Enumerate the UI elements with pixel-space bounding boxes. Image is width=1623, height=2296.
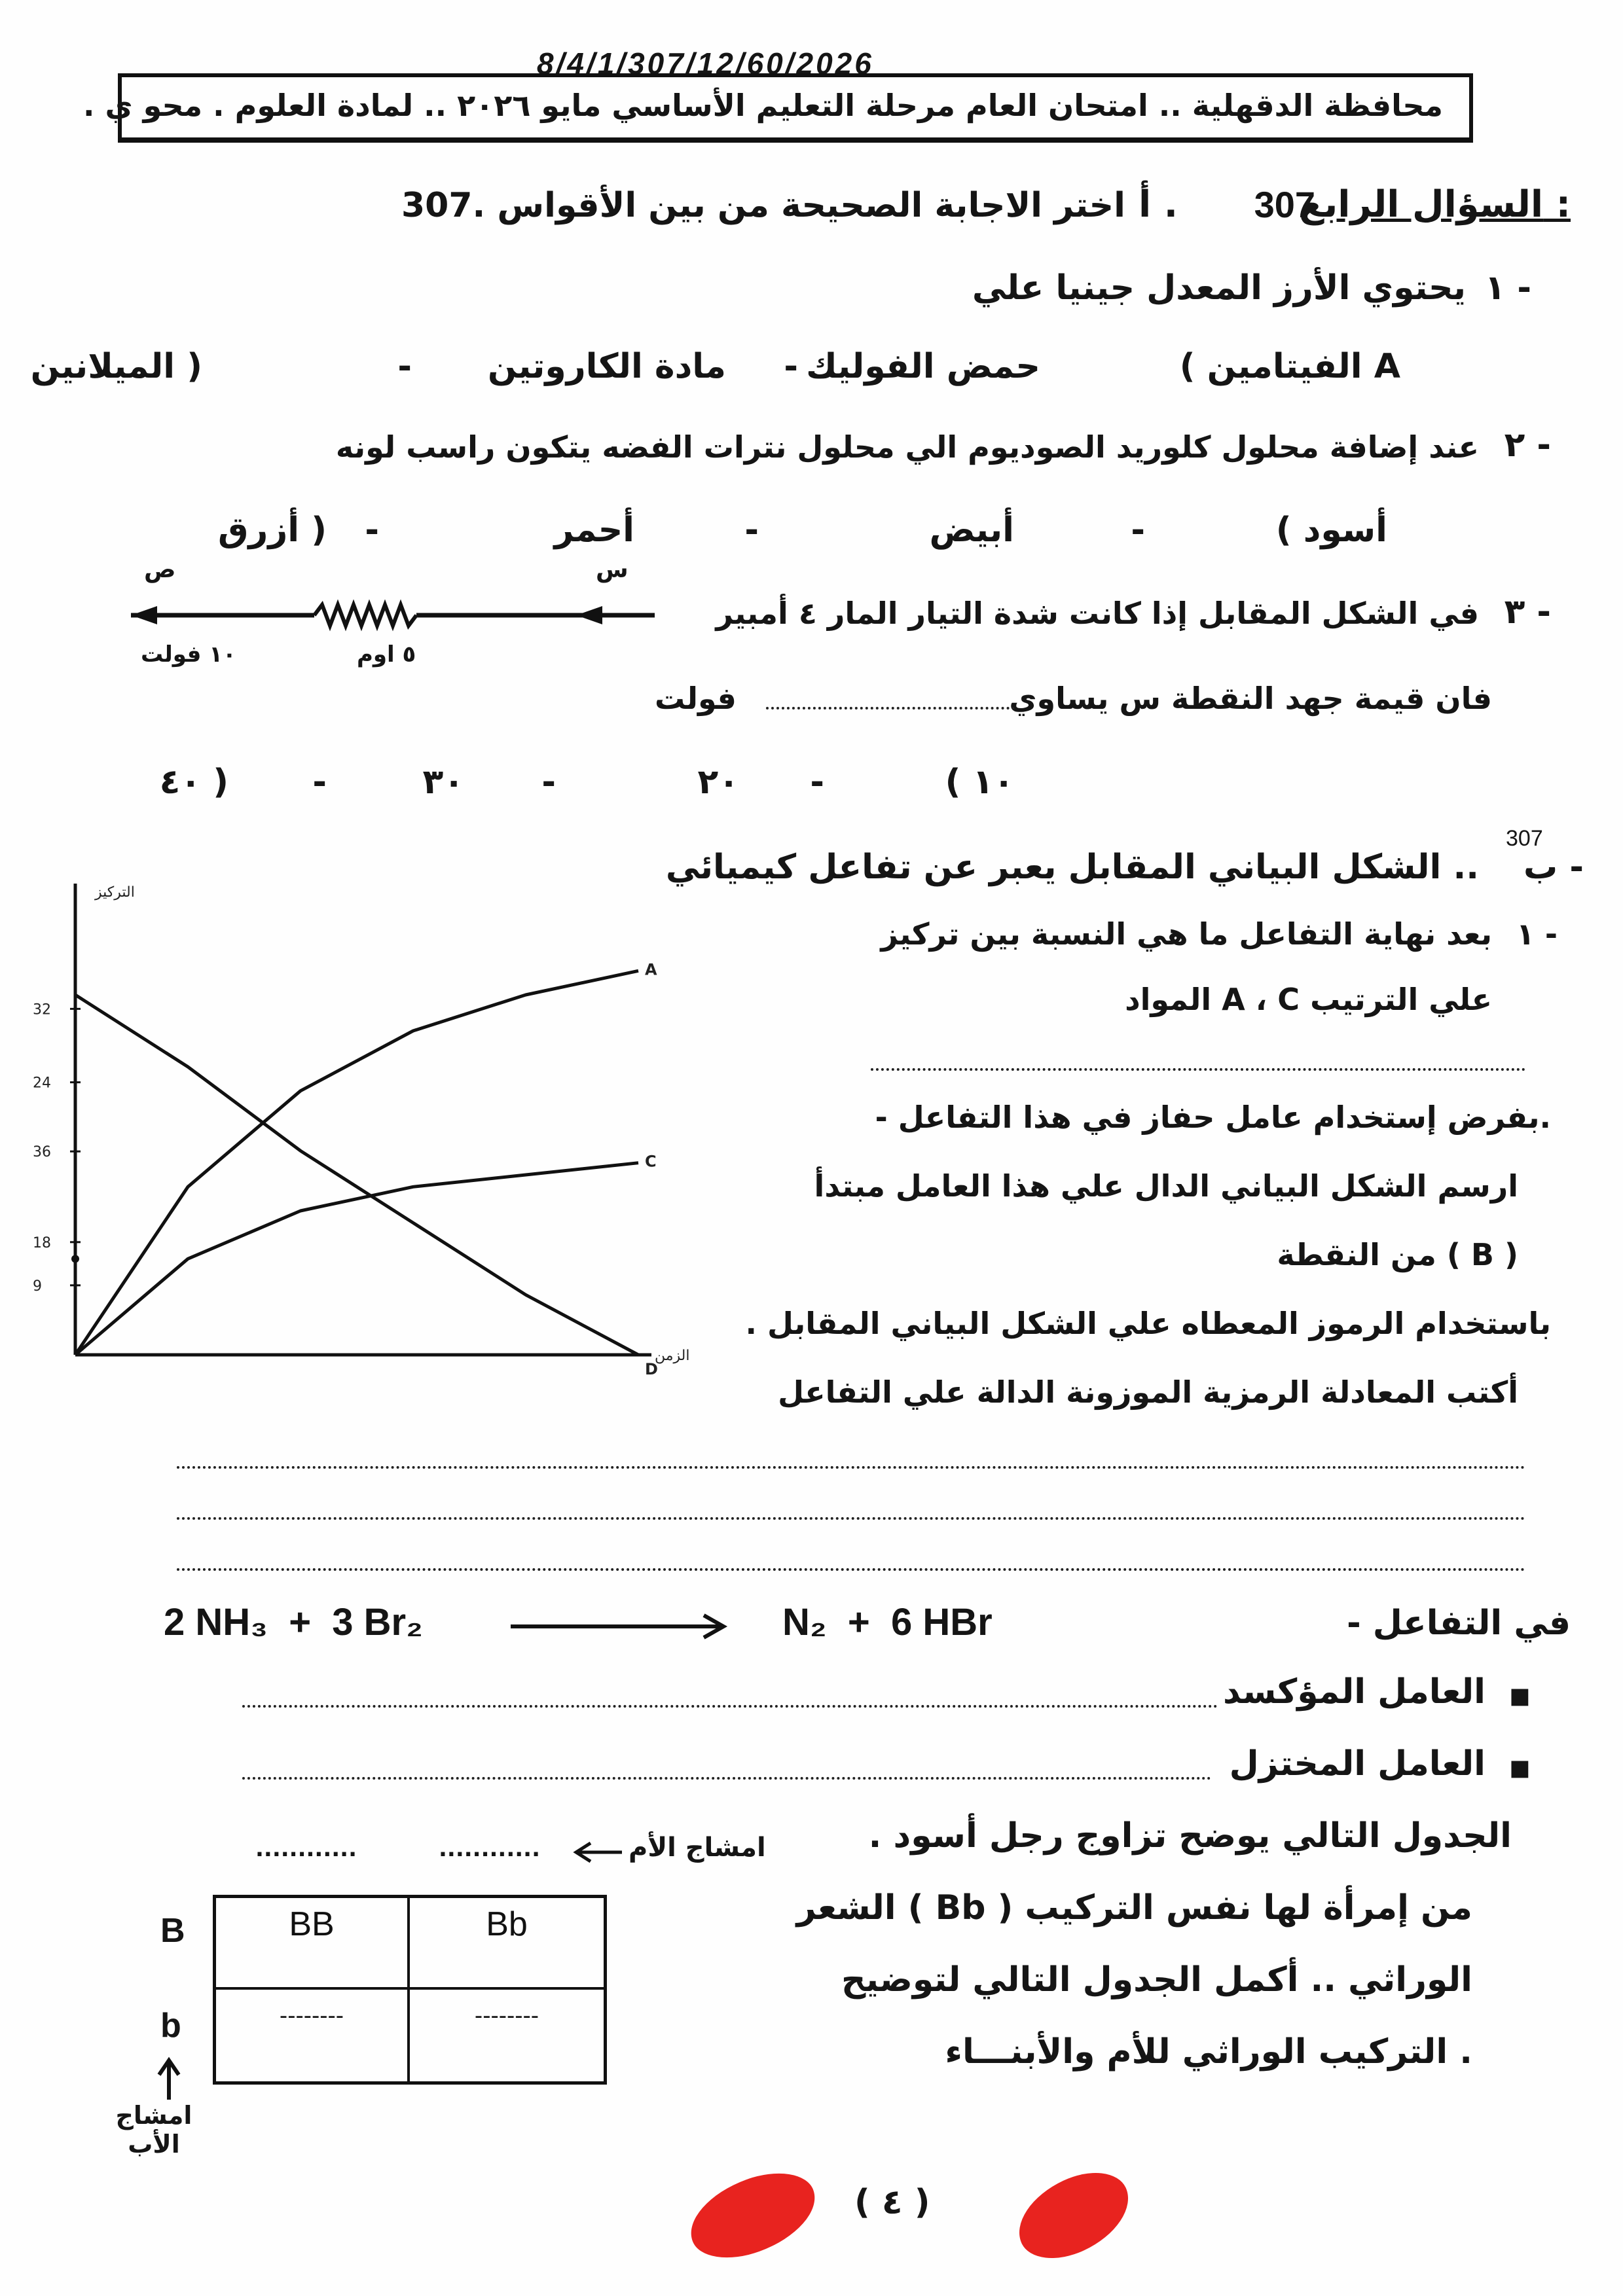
genetics-line1: . الجدول التالي يوضح تزاوج رجل أسود [868,1816,1512,1856]
arrow-current-icon [576,606,602,624]
sub1-line2: المواد A ، C علي الترتيب [1125,982,1492,1017]
item-2-option-4[interactable]: أزرق ) [217,511,327,550]
item-3-option-3[interactable]: ٣٠ [422,762,464,802]
reducing-agent-blank[interactable] [242,1777,1211,1780]
item-3-option-2[interactable]: ٢٠ [697,762,739,802]
sub2-line2: ارسم الشكل البياني الدال علي هذا العامل مبتدأ [814,1168,1518,1204]
reaction-arrow-icon [511,1610,733,1643]
arrow-left-icon [131,606,157,624]
y-tick-label: 24 [33,1075,51,1092]
item-2-stem: عند إضافة محلول كلوريد الصوديوم الي محلول نترات الفضه يتكون راسب لونه [335,429,1479,465]
part-b-intro: الشكل البياني المقابل يعبر عن تفاعل كيميائي .. [665,848,1479,887]
red-stamp-mark [1005,2158,1142,2273]
arrow-up-icon [156,2055,182,2101]
circuit-resistance: ٥ اوم [357,641,416,668]
y-tick-label: 32 [33,1001,51,1018]
oxidizing-agent-blank[interactable] [242,1705,1218,1708]
separator: - [365,511,379,550]
answer-line-2[interactable] [177,1517,1525,1520]
item-2-number: ٢ - [1504,425,1551,465]
genetics-line4: التركيب الوراثي للأم والأبنـــاء . [945,2032,1472,2072]
sub1-number: ١ - [1516,916,1558,952]
item-2-option-2[interactable]: أبيض [929,511,1014,550]
bullet: ▪ [1508,1748,1531,1787]
father-gamete-b: b [160,2007,181,2045]
separator: - [784,347,798,386]
y-tick-label: 9 [33,1278,42,1295]
resistor-icon [314,605,416,626]
page-number: ( ٤ ) [854,2183,930,2222]
equation-left: 2 NH₃ + 3 Br₂ [164,1601,423,1643]
genetics-line2: الشعر ( Bb ) من إمرأة لها نفس التركيب [796,1888,1472,1928]
reducing-agent-label: العامل المختزل [1229,1744,1486,1784]
sub2-line3: من النقطة ( B ) [1277,1237,1518,1272]
redox-label: - في التفاعل [1347,1604,1571,1643]
red-stamp-mark [679,2159,827,2272]
series-D-line [75,995,638,1355]
item-2-option-3[interactable]: أحمر [554,511,634,550]
bullet: ▪ [1508,1676,1531,1715]
header-box [82,73,1473,143]
item-1-option-1[interactable]: ( الفيتامين A [1179,347,1400,386]
item-1-number: ١ - [1484,268,1531,308]
part-a-label: أ . [1139,183,1178,226]
cell-blank-1[interactable]: -------- [216,1990,410,2081]
item-2-option-1[interactable]: ( أسود [1275,511,1387,550]
punnett-table [213,1895,607,2085]
circuit-left-voltage: ١٠ فولت [141,641,236,668]
mother-blank-2[interactable]: ............ [439,1836,540,1862]
part-a-instruction: اختر الاجابة الصحيحة من بين الأقواس .307 [401,186,1125,225]
answer-line-1[interactable] [177,1466,1525,1469]
separator: - [541,762,556,802]
sub1-answer-blank[interactable] [871,1068,1525,1071]
y-tick-label: 36 [33,1144,51,1161]
x-axis-label: الزمن [655,1348,690,1364]
item-3-answer-blank[interactable] [766,707,1015,709]
answer-line-3[interactable] [177,1568,1525,1571]
father-gametes-label: امشاج الأب [115,2101,192,2159]
item-1-option-2[interactable]: حمض الفوليك [806,347,1040,386]
exam-code-line: 8/4/1/307/12/60/2026 [537,46,874,81]
separator: - [810,762,824,802]
item-3-option-4[interactable]: ٤٠ ) [159,762,228,802]
sub3-line2: أكتب المعادلة الرمزية الموزونة الدالة علي التفاعل [778,1374,1518,1410]
y-tick-label: 18 [33,1234,51,1251]
genetics-line3: الوراثي .. أكمل الجدول التالي لتوضيح [841,1960,1472,2000]
series-A-line [75,971,638,1355]
sub2-line1: - بفرض إستخدام عامل حفاز في هذا التفاعل. [875,1100,1551,1135]
equation-right: N₂ + 6 HBr [782,1601,993,1643]
question-heading: السؤال الرابع : [1298,183,1571,226]
cell-BB[interactable]: BB [216,1898,410,1990]
question-code: 307 [1254,184,1315,225]
reaction-chart [26,870,720,1394]
series-C-label: C [645,1152,657,1171]
cell-Bb[interactable]: Bb [410,1898,604,1990]
item-1-option-3[interactable]: مادة الكاروتين [487,347,726,386]
item-3-stem: في الشكل المقابل إذا كانت شدة التيار المار ٤ أمبير [716,596,1479,631]
series-C-line [75,1163,638,1355]
arrow-left-icon [571,1839,623,1865]
mother-gametes-label: امشاج الأم [629,1833,766,1863]
item-3-unit: فولت [655,681,737,716]
item-3-number: ٣ - [1504,592,1551,632]
separator: - [397,347,412,386]
y-axis-label: التركيز [95,884,135,901]
father-gamete-B: B [160,1912,185,1950]
series-A-label: A [645,960,657,979]
part-b-code: 307 [1506,826,1543,851]
sub3-line1: . باستخدام الرموز المعطاه علي الشكل البياني المقابل [745,1306,1551,1341]
point-B [71,1255,79,1263]
part-b-label: ب - [1523,848,1584,887]
separator: - [744,511,759,550]
cell-blank-2[interactable]: -------- [474,2003,539,2029]
item-1-stem: يحتوي الأرز المعدل جينيا علي [972,268,1466,308]
sub1-line1: بعد نهاية التفاعل ما هي النسبة بين تركيز [881,916,1492,952]
separator: - [312,762,327,802]
series-D-label: D [645,1360,658,1378]
separator: - [1131,511,1145,550]
circuit-point-left: ص [144,556,176,583]
mother-blank-1[interactable]: ............ [255,1836,357,1862]
circuit-point-right: س [596,556,629,583]
oxidizing-agent-label: العامل المؤكسد [1223,1672,1486,1712]
item-1-option-4[interactable]: الميلانين ) [30,347,202,386]
item-3-stem-2: فان قيمة جهد النقطة س يساوي [1009,681,1492,716]
item-3-option-1[interactable]: ( ١٠ [945,762,1014,802]
header-title: محافظة الدقهلية .. امتحان العام مرحلة التعليم الأساسي مايو ٢٠٢٦ .. لمادة العلوم . محو ي . [82,88,1443,123]
